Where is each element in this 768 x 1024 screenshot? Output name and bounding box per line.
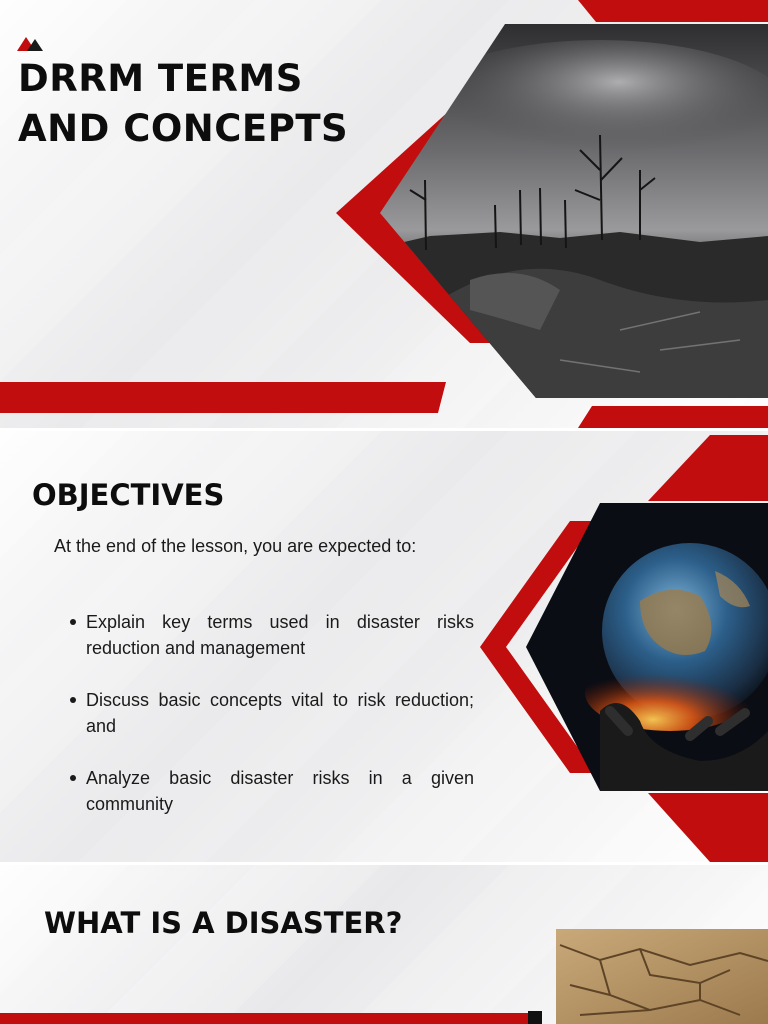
objective-text: Analyze basic disaster risks in a given community: [86, 768, 474, 814]
title-line-2: AND CONCEPTS: [18, 107, 349, 150]
red-divider-bar: [0, 1013, 528, 1024]
page-title: [18, 54, 348, 154]
slide-title: [0, 0, 768, 428]
red-bottom-right-bar: [578, 406, 768, 428]
title-line-1: DRRM TERMS: [18, 57, 303, 100]
devastated-forest-photo: [370, 20, 768, 402]
objectives-heading: OBJECTIVES: [32, 478, 225, 512]
objectives-intro: At the end of the lesson, you are expected to:: [54, 536, 417, 556]
objectives-list: [70, 609, 474, 843]
cracked-dry-earth-photo: [556, 929, 768, 1024]
what-is-disaster-heading: WHAT IS A DISASTER?: [44, 906, 403, 940]
black-accent-block: [528, 1011, 542, 1024]
red-mountain-logo-icon: [17, 35, 43, 55]
objective-text: Discuss basic concepts vital to risk reduction; and: [86, 690, 474, 736]
bullet-icon: [70, 619, 76, 625]
red-top-chevron: [648, 435, 768, 501]
red-bottom-chevron: [648, 793, 768, 862]
slide-what-is-disaster: [0, 865, 768, 1024]
cracked-earth-frame: [0, 865, 768, 1024]
list-item: [70, 609, 474, 661]
list-item: [70, 765, 474, 817]
bullet-icon: [70, 775, 76, 781]
objective-text: Explain key terms used in disaster risks reduction and management: [86, 612, 474, 658]
list-item: [70, 687, 474, 739]
slide-objectives: [0, 431, 768, 862]
red-top-bar: [578, 0, 768, 22]
bullet-icon: [70, 697, 76, 703]
